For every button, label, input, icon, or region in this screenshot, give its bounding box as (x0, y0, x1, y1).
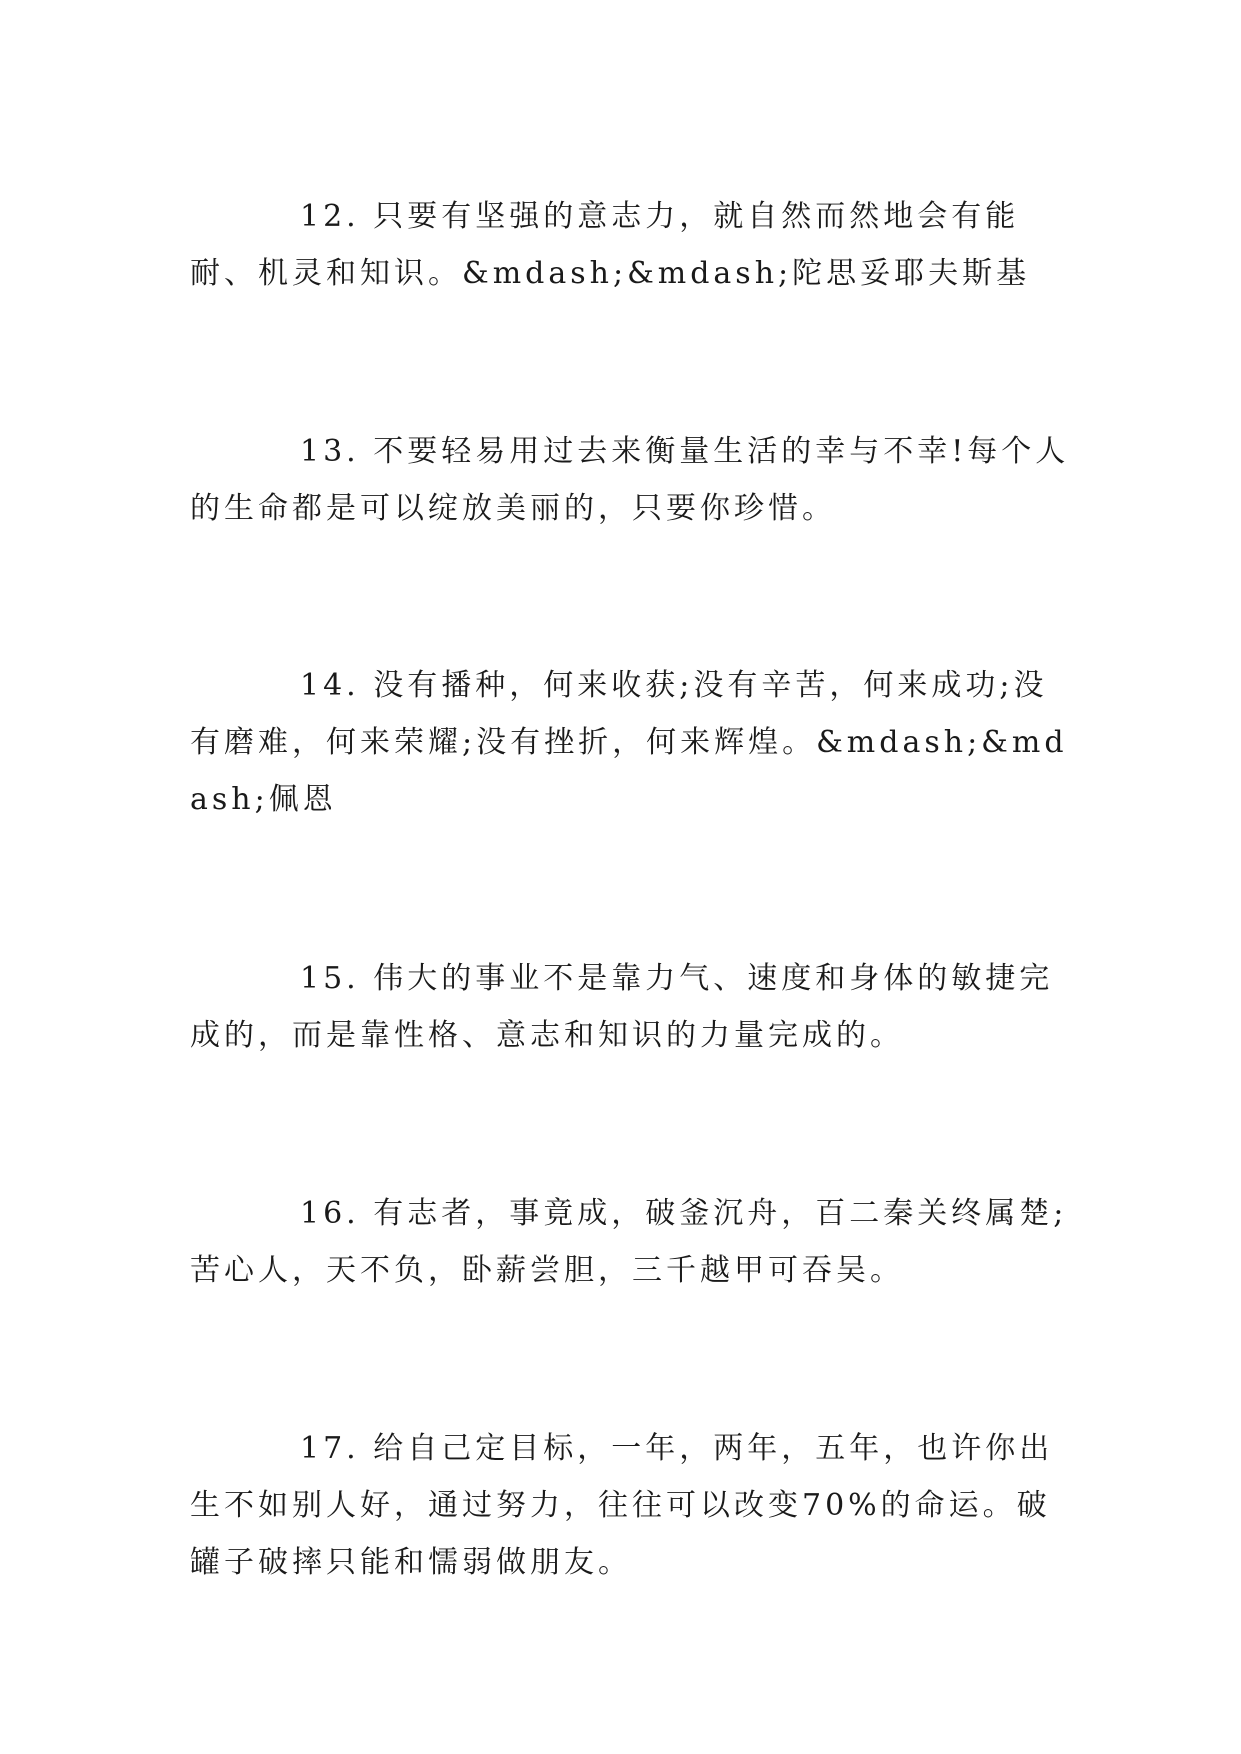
quote-paragraph-13: 13. 不要轻易用过去来衡量生活的幸与不幸!每个人的生命都是可以绽放美丽的，只要你珍惜。 (190, 434, 1070, 526)
quote-paragraph-17: 17. 给自己定目标，一年，两年，五年，也许你出生不如别人好，通过努力，往往可以改变70%的命运。破罐子破摔只能和懦弱做朋友。 (190, 1431, 1054, 1580)
quote-paragraph-16: 16. 有志者，事竟成，破釜沉舟，百二秦关终属楚;苦心人，天不负，卧薪尝胆，三千越甲可吞吴。 (190, 1196, 1068, 1288)
quote-paragraph-15: 15. 伟大的事业不是靠力气、速度和身体的敏捷完成的，而是靠性格、意志和知识的力量完成的。 (190, 961, 1054, 1053)
quote-paragraph-12: 12. 只要有坚强的意志力，就自然而然地会有能耐、机灵和知识。&mdash;&mdash;陀思妥耶夫斯基 (190, 199, 1031, 291)
quote-paragraph-14: 14. 没有播种，何来收获;没有辛苦，何来成功;没有磨难，何来荣耀;没有挫折，何来辉煌。&mdash;&mdash;佩恩 (190, 668, 1068, 817)
